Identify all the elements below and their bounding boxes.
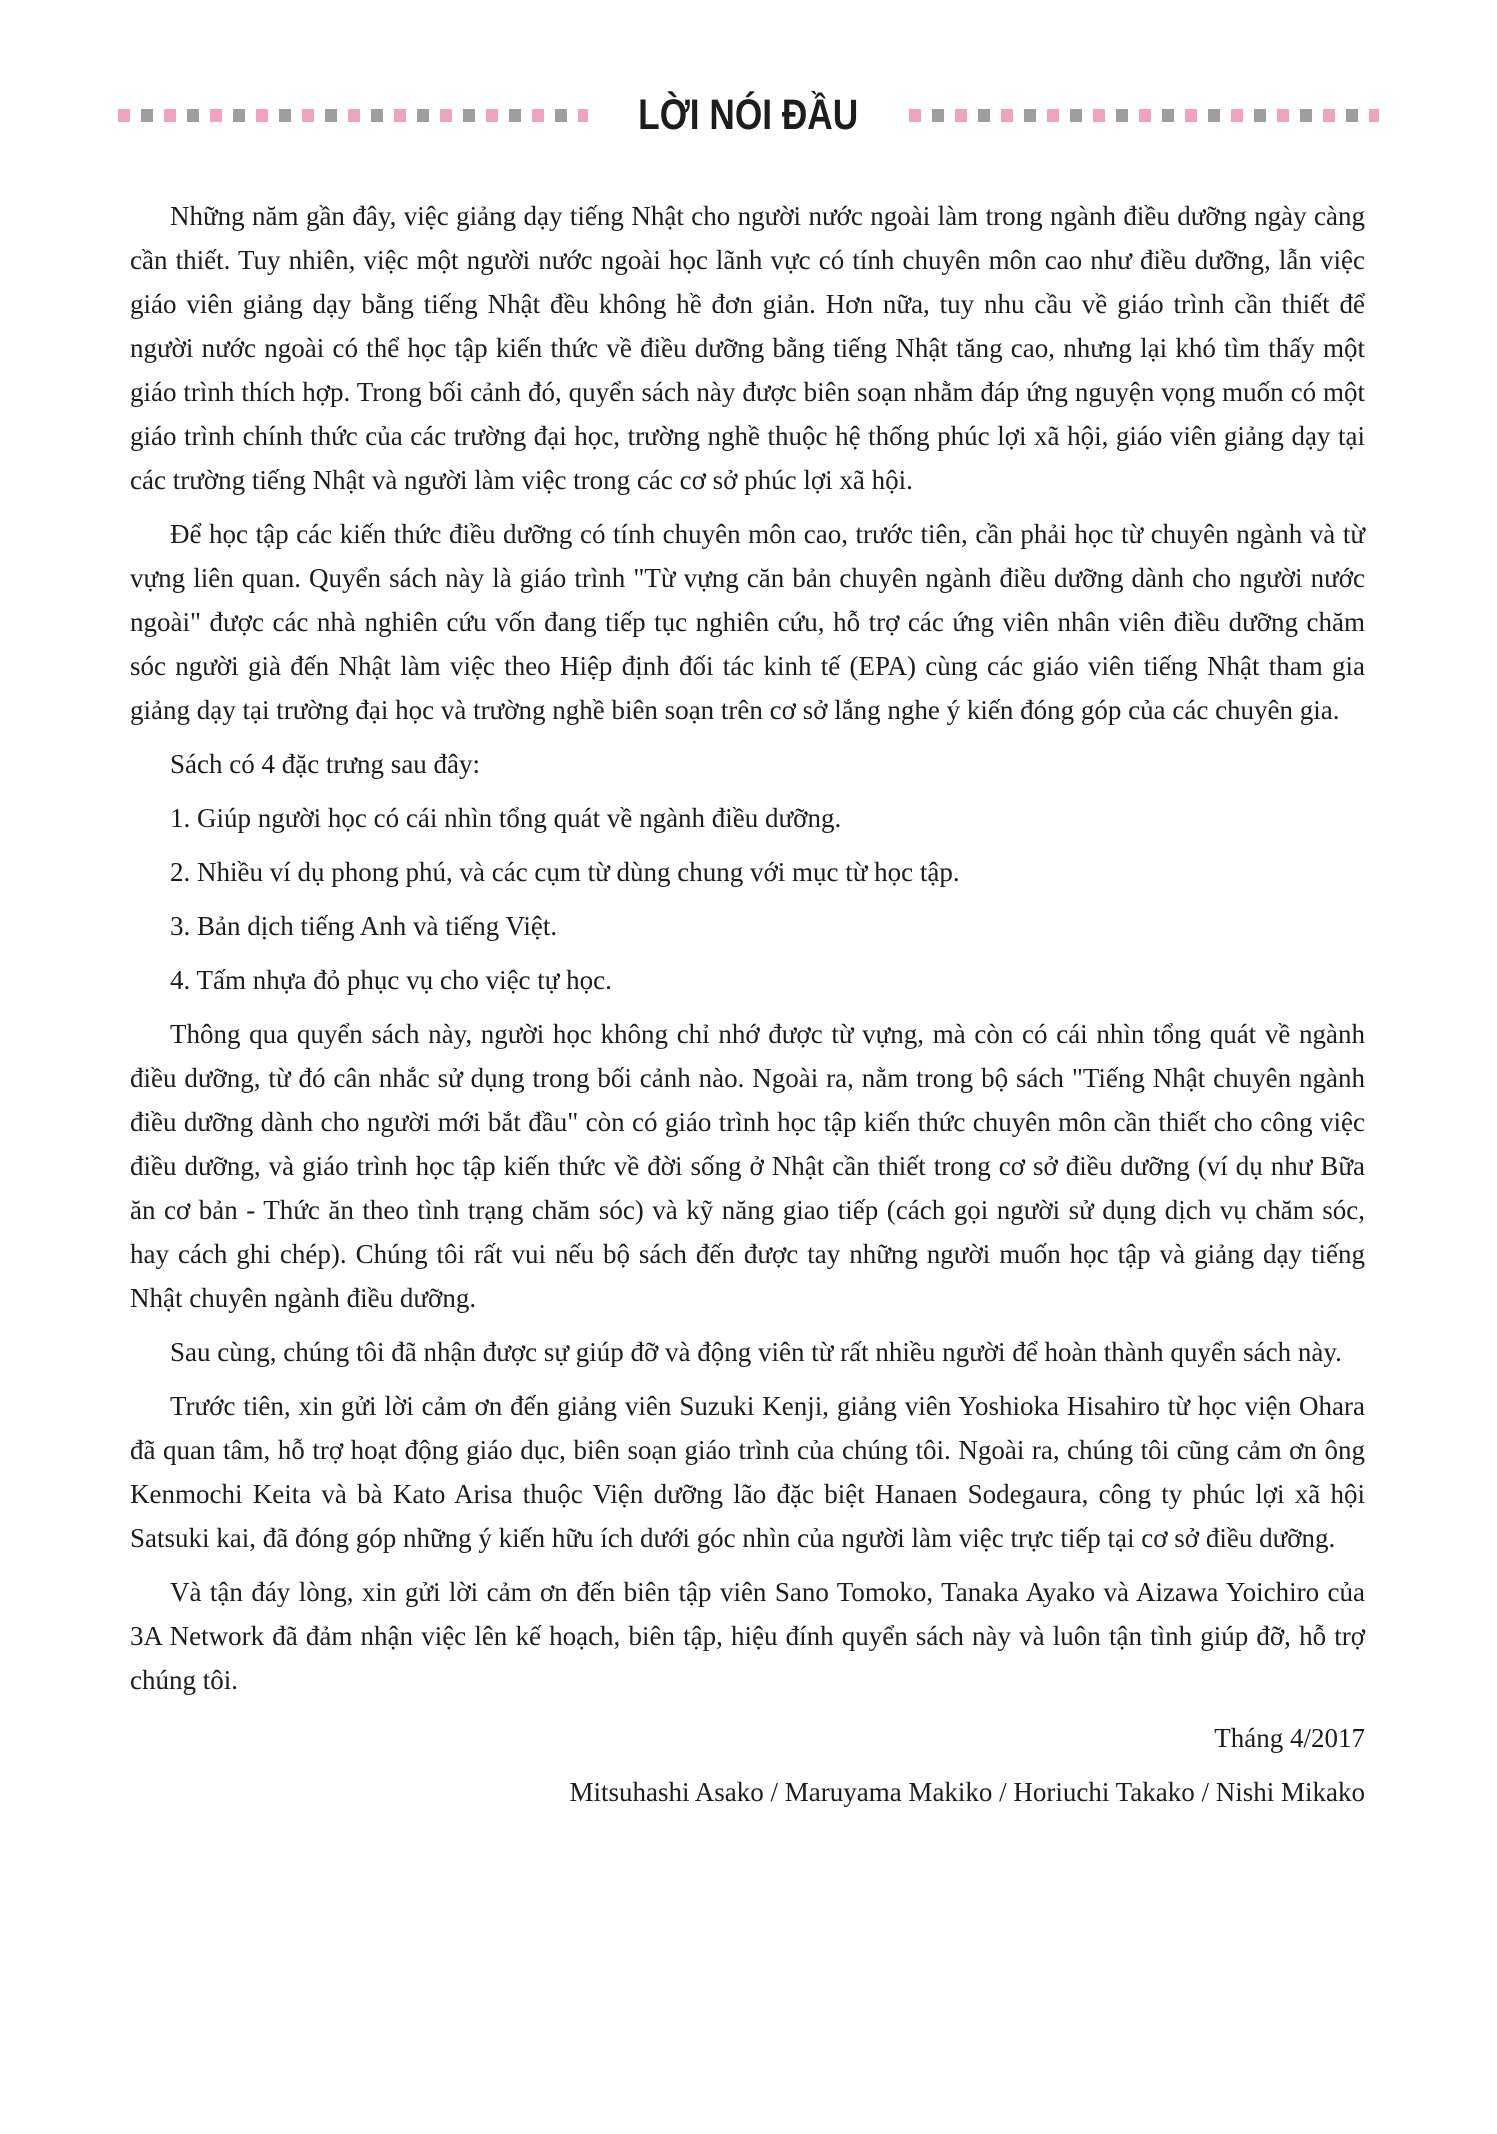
paragraph-thanks-intro: Sau cùng, chúng tôi đã nhận được sự giúp đỡ và động viên từ rất nhiều người để hoàn thành quyển sách này. [170,1337,1342,1367]
signoff-authors: Mitsuhashi Asako / Maruyama Makiko / Horiuchi Takako / Nishi Mikako [569,1777,1365,1807]
paragraph-series: Thông qua quyển sách này, người học không chỉ nhớ được từ vựng, mà còn có cái nhìn tổng quát về ngành điều dưỡng, từ đó cân nhắc sử dụng trong bối cảnh nào. Ngoài ra, nằm trong bộ sách "Tiếng Nhật chuyên ngành điều dưỡng dành cho người mới bắt đầu" còn có giáo trình học tập kiến thức chuyên môn cần thiết cho công việc điều dưỡng, và giáo trình học tập kiến thức về đời sống ở Nhật cần thiết trong cơ sở điều dưỡng (ví dụ như Bữa ăn cơ bản - Thức ăn theo tình trạng chăm sóc) và kỹ năng giao tiếp (cách gọi người sử dụng dịch vụ chăm sóc, hay cách ghi chép). Chúng tôi rất vui nếu bộ sách đến được tay những người muốn học tập và giảng dạy tiếng Nhật chuyên ngành điều dưỡng. [130,1019,1365,1313]
decor-dashes-left-icon [118,109,588,122]
paragraph-thanks-teachers: Trước tiên, xin gửi lời cảm ơn đến giảng viên Suzuki Kenji, giảng viên Yoshioka Hisahiro từ học viện Ohara đã quan tâm, hỗ trợ hoạt động giáo dục, biên soạn giáo trình của chúng tôi. Ngoài ra, chúng tôi cũng cảm ơn ông Kenmochi Keita và bà Kato Arisa thuộc Viện dưỡng lão đặc biệt Hanaen Sodegaura, công ty phúc lợi xã hội Satsuki kai, đã đóng góp những ý kiến hữu ích dưới góc nhìn của người làm việc trực tiếp tại cơ sở điều dưỡng. [130,1391,1365,1553]
features-intro: Sách có 4 đặc trưng sau đây: [170,749,481,779]
decor-dashes-right-icon [909,109,1379,122]
document-page [0,86,1497,2134]
paragraph-textbook: Để học tập các kiến thức điều dưỡng có tính chuyên môn cao, trước tiên, cần phải học từ chuyên ngành và từ vựng liên quan. Quyển sách này là giáo trình "Từ vựng căn bản chuyên ngành điều dưỡng dành cho người nước ngoài" được các nhà nghiên cứu vốn đang tiếp tục nghiên cứu, hỗ trợ các ứng viên nhân viên điều dưỡng chăm sóc người già đến Nhật làm việc theo Hiệp định đối tác kinh tế (EPA) cùng các giáo viên tiếng Nhật tham gia giảng dạy tại trường đại học và trường nghề biên soạn trên cơ sở lắng nghe ý kiến đóng góp của các chuyên gia. [130,519,1365,725]
feature-item-4: 4. Tấm nhựa đỏ phục vụ cho việc tự học. [170,965,612,995]
preface-body [130,194,1365,1814]
paragraph-thanks-editors: Và tận đáy lòng, xin gửi lời cảm ơn đến biên tập viên Sano Tomoko, Tanaka Ayako và Aizawa Yoichiro của 3A Network đã đảm nhận việc lên kế hoạch, biên tập, hiệu đính quyển sách này và luôn tận tình giúp đỡ, hỗ trợ chúng tôi. [130,1577,1365,1695]
page-header [118,86,1379,144]
paragraph-intro: Những năm gần đây, việc giảng dạy tiếng Nhật cho người nước ngoài làm trong ngành điều dưỡng ngày càng cần thiết. Tuy nhiên, việc một người nước ngoài học lãnh vực có tính chuyên môn cao như điều dưỡng, lẫn việc giáo viên giảng dạy bằng tiếng Nhật đều không hề đơn giản. Hơn nữa, tuy nhu cầu về giáo trình cần thiết để người nước ngoài có thể học tập kiến thức về điều dưỡng bằng tiếng Nhật tăng cao, nhưng lại khó tìm thấy một giáo trình thích hợp. Trong bối cảnh đó, quyển sách này được biên soạn nhằm đáp ứng nguyện vọng muốn có một giáo trình chính thức của các trường đại học, trường nghề thuộc hệ thống phúc lợi xã hội, giáo viên giảng dạy tại các trường tiếng Nhật và người làm việc trong các cơ sở phúc lợi xã hội. [130,201,1365,495]
page-title: LỜI NÓI ĐẦU [638,90,859,139]
feature-item-1: 1. Giúp người học có cái nhìn tổng quát về ngành điều dưỡng. [170,803,842,833]
feature-item-2: 2. Nhiều ví dụ phong phú, và các cụm từ dùng chung với mục từ học tập. [170,857,960,887]
feature-item-3: 3. Bản dịch tiếng Anh và tiếng Việt. [170,911,558,941]
signoff-date: Tháng 4/2017 [1214,1723,1365,1753]
